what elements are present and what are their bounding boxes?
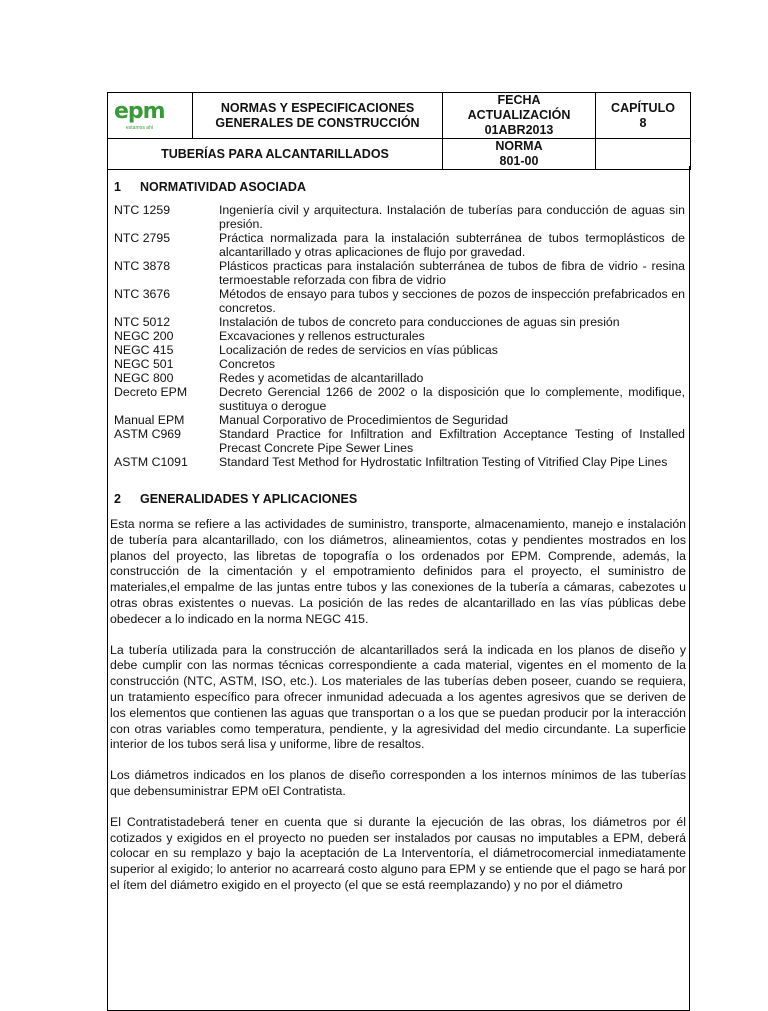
doc-title: NORMAS Y ESPECIFICACIONES GENERALES DE CONSTRUCCIÓN bbox=[193, 93, 443, 139]
norm-row bbox=[114, 413, 688, 427]
norm-code: ASTM C969 bbox=[114, 427, 181, 441]
empty-cell bbox=[596, 139, 691, 170]
norms-list bbox=[114, 203, 688, 469]
norm-code: NEGC 800 bbox=[114, 371, 174, 385]
logo-text: epm bbox=[114, 98, 165, 124]
capitulo-cell: CAPÍTULO 8 bbox=[596, 93, 691, 139]
norm-description: Decreto Gerencial 1266 de 2002 o la disposición que lo complemente, modifique, sustituya o derogue bbox=[219, 385, 685, 413]
norm-row bbox=[114, 427, 688, 455]
header-table bbox=[107, 92, 691, 170]
section-2-paragraphs bbox=[108, 517, 688, 894]
logo-tagline: estamos ahí bbox=[126, 124, 154, 131]
body-paragraph: Esta norma se refiere a las actividades de suministro, transporte, almacenamiento, manejo e instalación de tubería para alcantarillado, con los diámetros, alineamientos, cotas y pendientes mostrados en los planos del proyecto, las libretas de topografía o los ordenados por EPM. Comprende, además, la construcción de la cimentación y el empotramiento definidos para el proyecto, el suministro de materiales,el empalme de las juntas entre tubos y las conexiones de la tubería a cámaras, cabezotes u otras obras existentes o nuevas. La posición de las redes de alcantarillado en las vías públicas debe obedecer a lo indicado en la norma NEGC 415. bbox=[110, 517, 686, 626]
norm-code: NTC 3676 bbox=[114, 287, 171, 301]
norm-description: Standard Test Method for Hydrostatic Infiltration Testing of Vitrified Clay Pipe Lines bbox=[219, 455, 668, 469]
document-body bbox=[108, 166, 688, 909]
norm-description: Manual Corporativo de Procedimientos de Seguridad bbox=[219, 413, 509, 427]
norm-description: Standard Practice for Infiltration and Exfiltration Acceptance Testing of Installed Precast Concrete Pipe Sewer Lines bbox=[219, 427, 685, 455]
norm-code: Decreto EPM bbox=[114, 385, 188, 399]
norm-code: NTC 2795 bbox=[114, 231, 171, 245]
norm-description: Concretos bbox=[219, 357, 276, 371]
norm-description: Métodos de ensayo para tubos y secciones de pozos de inspección prefabricados en concretos. bbox=[219, 287, 685, 315]
norm-description: Plásticos practicas para instalación subterránea de tubos de fibra de vidrio - resina termoestable reforzada con fibra de vidrio bbox=[219, 259, 685, 287]
norm-row bbox=[114, 259, 688, 287]
norm-code: NTC 3878 bbox=[114, 259, 171, 273]
norm-row bbox=[114, 287, 688, 315]
norm-row bbox=[114, 329, 688, 343]
norm-row bbox=[114, 343, 688, 357]
norm-description: Localización de redes de servicios en vías públicas bbox=[219, 343, 498, 357]
norm-description: Redes y acometidas de alcantarillado bbox=[219, 371, 424, 385]
logo-cell bbox=[108, 93, 193, 139]
norm-description: Práctica normalizada para la instalación subterránea de tubos termoplásticos de alcantarillado y otras aplicaciones de flujo por gravedad. bbox=[219, 231, 685, 259]
norma-cell: NORMA 801-00 bbox=[443, 139, 596, 170]
norm-row bbox=[114, 455, 688, 469]
norm-code: NTC 5012 bbox=[114, 315, 171, 329]
norm-code: Manual EPM bbox=[114, 413, 185, 427]
fecha-cell: FECHA ACTUALIZACIÓN 01ABR2013 bbox=[443, 93, 596, 139]
norm-row bbox=[114, 203, 688, 231]
norm-row bbox=[114, 231, 688, 259]
norm-row bbox=[114, 357, 688, 371]
document-header bbox=[107, 92, 690, 170]
norm-code: ASTM C1091 bbox=[114, 455, 188, 469]
norm-description: Ingeniería civil y arquitectura. Instalación de tuberías para conducción de aguas sin presión. bbox=[219, 203, 685, 231]
norm-code: NTC 1259 bbox=[114, 203, 171, 217]
norm-description: Instalación de tubos de concreto para conducciones de aguas sin presión bbox=[219, 315, 620, 329]
epm-logo bbox=[108, 94, 192, 138]
body-paragraph: Los diámetros indicados en los planos de diseño corresponden a los internos mínimos de las tuberías que debensuministrar EPM oEl Contratista. bbox=[110, 768, 686, 798]
norm-row bbox=[114, 385, 688, 413]
norm-code: NEGC 415 bbox=[114, 343, 174, 357]
section-1-title: 1 NORMATIVIDAD ASOCIADA bbox=[114, 180, 306, 194]
body-paragraph: La tubería utilizada para la construcción de alcantarillados será la indicada en los planos de diseño y debe cumplir con las normas técnicas correspondiente a cada material, vigentes en el momento de la construcción (NTC, ASTM, ISO, etc.). Los materiales de las tuberías deben poseer, cuando se requiera, un tratamiento específico para ofrecer inmunidad adecuada a los agentes agresivos que se deriven de los elementos que contienen las aguas que transportan o a los que se puedan producir por la interacción con otras variables como temperatura, pendiente, y la agresividad del medio circundante. La superficie interior de los tubos será lisa y uniforme, libre de resaltos. bbox=[110, 642, 686, 752]
section-2-title: 2 GENERALIDADES Y APLICACIONES bbox=[114, 492, 358, 506]
norm-row bbox=[114, 371, 688, 385]
norm-description: Excavaciones y rellenos estructurales bbox=[219, 329, 425, 343]
body-paragraph: El Contratistadeberá tener en cuenta que si durante la ejecución de las obras, los diámetros por él cotizados y exigidos en el proyecto no pueden ser instalados por causas no imputables a EPM, deberá colocar en su remplazo y bajo la aceptación de La Interventoría, el diámetrocomercial inmediatamente superior al exigido; lo anterior no acarreará costo alguno para EPM y se entiende que el pago se hará por el ítem del diámetro exigido en el proyecto (el que se está reemplazando) y no por el diámetro bbox=[110, 814, 686, 892]
subject-cell: TUBERÍAS PARA ALCANTARILLADOS bbox=[108, 139, 443, 170]
norm-code: NEGC 501 bbox=[114, 357, 174, 371]
norm-row bbox=[114, 315, 688, 329]
norm-code: NEGC 200 bbox=[114, 329, 174, 343]
